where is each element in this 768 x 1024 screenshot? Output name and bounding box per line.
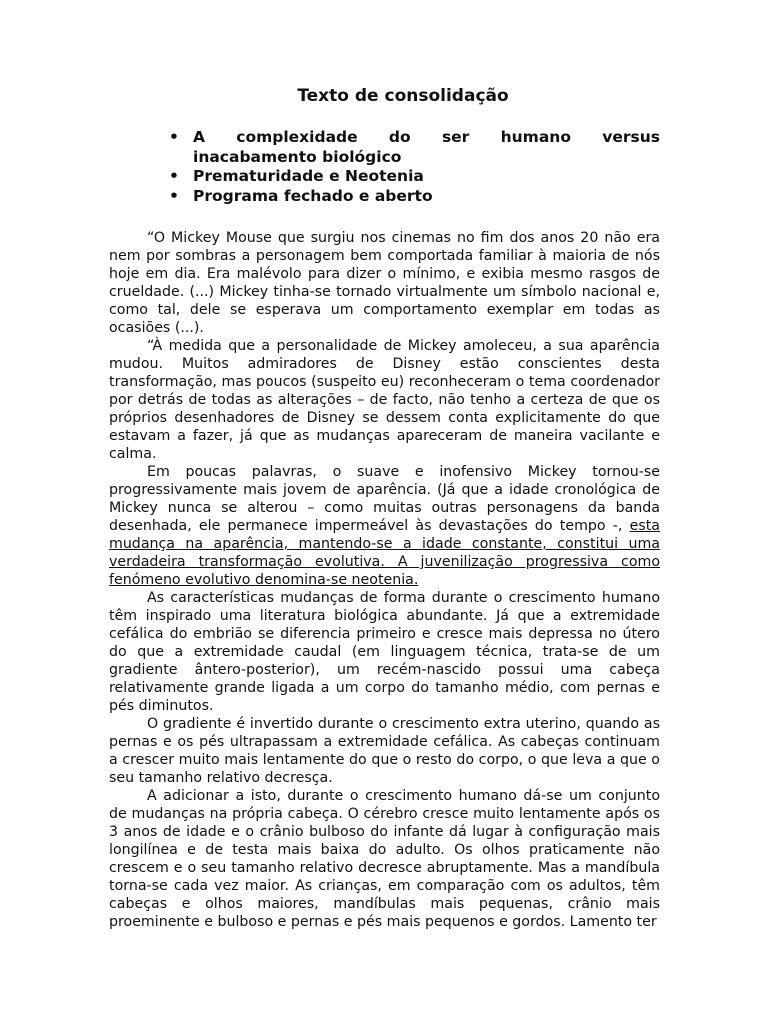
topic-text-line1: A complexidade do ser humano versus xyxy=(193,128,660,146)
paragraph-text: A adicionar a isto, durante o crescimento humano dá-se um conjunto de mudanças na própria cabeça. O cérebro cresce muito lentamente após os 3 anos de idade e o crânio bulboso do infante dá lugar à configuração mais longilínea e de testa mais baixa do adulto. Os olhos praticamente não crescem e o seu tamanho relativo decresce abruptamente. Mas a mandíbula torna-se cada vez maior. As crianças, em comparação com os adultos, têm cabeças e olhos maiores, mandíbulas mais pequenas, crânio mais proeminente e bulboso e pernas e pés mais pequenos e gordos. Lamento ter xyxy=(109,788,660,930)
underlined-passage: esta mudança na aparência, mantendo-se a idade constante, constitui uma verdadeira transformação evolutiva. A juvenilização progressiva como fenómeno evolutivo denomina-se neotenia. xyxy=(109,518,660,588)
paragraph-text: As características mudanças de forma durante o crescimento humano têm inspirado uma literatura biológica abundante. Já que a extremidade cefálica do embrião se diferencia primeiro e cresce mais depressa no útero do que a extremidade caudal (em linguagem técnica, trata-se de um gradiente ântero-posterior), um recém-nascido possui uma cabeça relativamente grande ligada a um corpo do tamanho médio, com pernas e pés diminutos. xyxy=(109,590,660,714)
bullet-icon: • xyxy=(169,167,179,185)
body-text xyxy=(109,229,660,931)
paragraph xyxy=(109,229,660,337)
topic-text-line2: inacabamento biológico xyxy=(193,147,402,166)
paragraph xyxy=(109,463,660,589)
paragraph xyxy=(109,715,660,787)
paragraph-text: Em poucas palavras, o suave e inofensivo Mickey tornou-se progressivamente mais jovem de aparência. (Já que a idade cronológica de Mickey nunca se alterou – como muitas outras personagens da banda desenhada, ele permanece impermeável às devastações do tempo -, xyxy=(109,464,660,534)
document-title: Texto de consolidação xyxy=(297,86,509,106)
topic-item xyxy=(166,128,660,167)
paragraph xyxy=(109,337,660,463)
paragraph-text: “O Mickey Mouse que surgiu nos cinemas no fim dos anos 20 não era nem por sombras a personagem bem comportada familiar à maioria de nós hoje em dia. Era malévolo para dizer o mínimo, e exibia mesmo rasgos de crueldade. (...) Mickey tinha-se tornado virtualmente um símbolo nacional e, como tal, dele se esperava um comportamento exemplar em todas as ocasiões (...). xyxy=(109,230,660,336)
paragraph xyxy=(109,589,660,715)
topic-list xyxy=(166,128,660,206)
topic-text: Programa fechado e aberto xyxy=(193,186,433,205)
topic-item xyxy=(166,187,660,207)
paragraph-text: O gradiente é invertido durante o crescimento extra uterino, quando as pernas e os pés ultrapassam a extremidade cefálica. As cabeças continuam a crescer muito mais lentamente do que o resto do corpo, o que leva a que o seu tamanho relativo decresça. xyxy=(109,716,660,786)
topic-text: Prematuridade e Neotenia xyxy=(193,167,424,185)
paragraph xyxy=(109,787,660,931)
bullet-icon: • xyxy=(169,128,179,146)
bullet-icon: • xyxy=(169,186,179,205)
paragraph-text: “À medida que a personalidade de Mickey amoleceu, a sua aparência mudou. Muitos admiradores de Disney estão conscientes desta transformação, mas poucos (suspeito eu) reconheceram o tema coordenador por detrás de todas as alterações – de facto, não tenho a certeza de que os próprios desenhadores de Disney se dessem conta explicitamente do que estavam a fazer, já que as mudanças apareceram de maneira vacilante e calma. xyxy=(109,338,660,462)
topic-item xyxy=(166,167,660,187)
